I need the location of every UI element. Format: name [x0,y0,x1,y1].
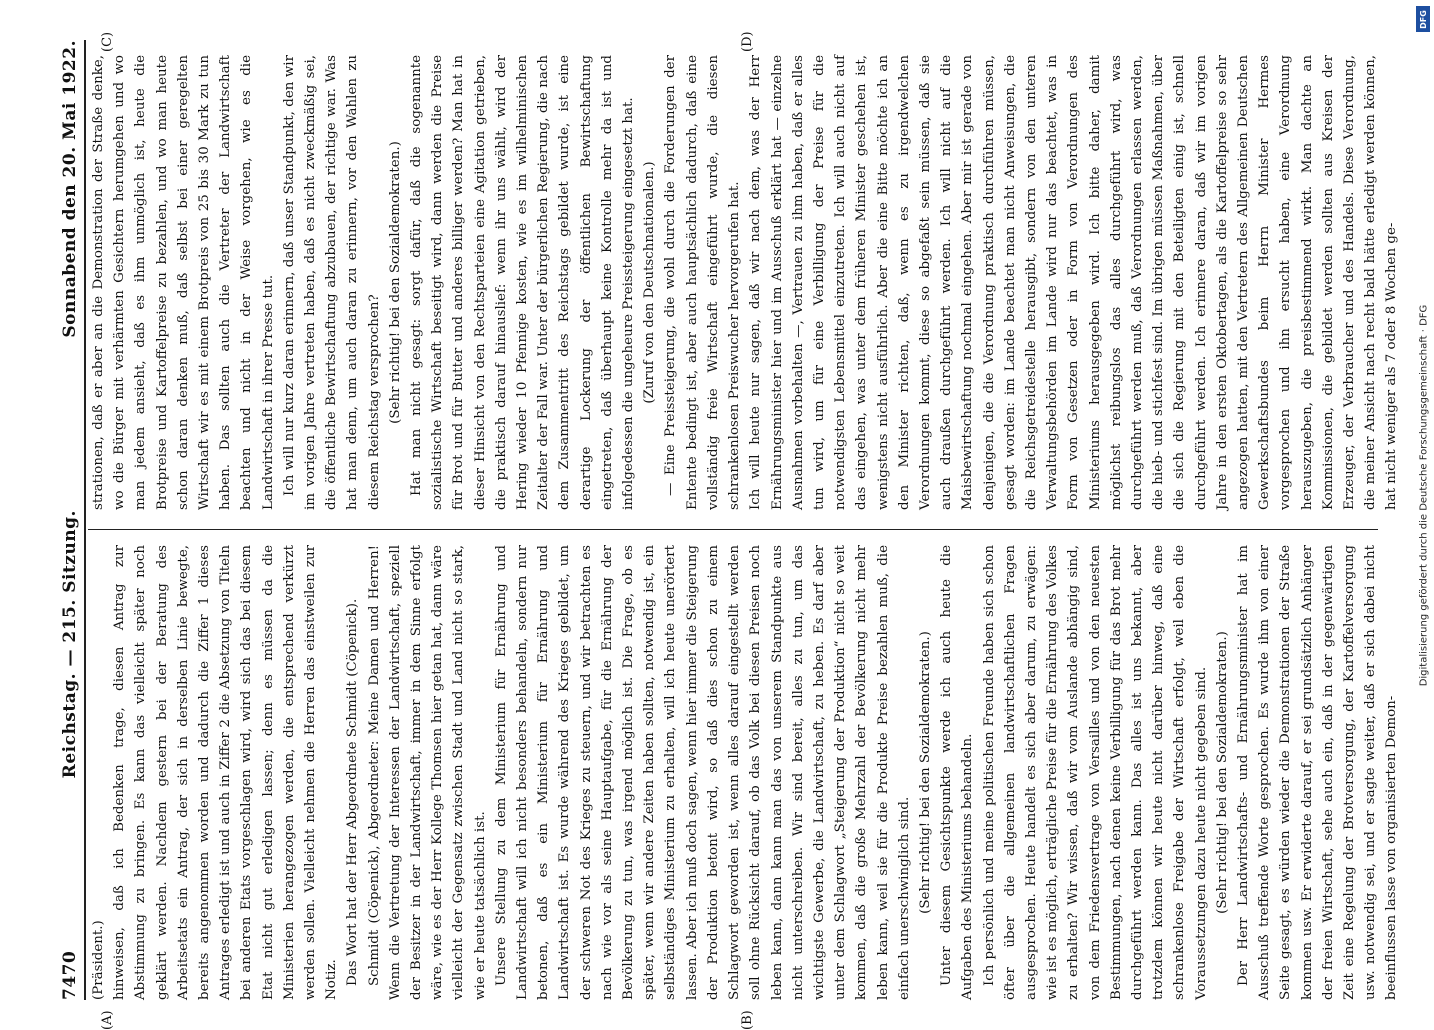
digitization-note [1414,30,1428,970]
session-date: Sonnabend den 20. Mai 1922. [60,40,80,338]
paragraph: (Zuruf von den Deutschnationalen.) [642,161,658,404]
paragraph: Schmidt (Cöpenick), Abgeordneter: Meine Damen und Herren! Wenn die Vertretung der Interessen der Landwirtschaft, speziell der Besitzer in der Landwirtschaft, immer in dem Sinne erfolgt wäre, wie es der Herr Kollege Thomsen hier getan hat, dann wäre vielleicht der Gegensatz zwischen Stadt und Land nicht so stark, wie er heute tatsächlich ist. [366,545,488,1000]
text-column-right [88,55,1400,510]
margin-marker-c: (C) [100,31,115,52]
paragraph: Ich persönlich und meine politischen Freunde haben sich schon öfter über die allgemeinen landwirtschaftlichen Fragen ausgesprochen. Heute handelt es sich aber darum, zu erwägen: wie ist es möglich, erträgliche Preise für die Ernährung des Volkes zu erhalten? Wir wissen, daß wir vom Auslande abhängig sind, von dem Friedensvertrage von Versailles und von den neuesten Bestimmungen, nach denen keine Verbilligung für das Brot mehr durchgeführt werden kann. Das alles ist uns bekannt, aber trotzdem können wir heute nicht darüber hinweg, daß eine schrankenlose Freigabe der Wirtschaft erfolgt, weil eben die Voraussetzungen dazu heute nicht gegeben sind. [981,545,1209,1000]
margin-marker-a: (A) [100,1010,115,1030]
dfg-logo-text: DFG [1418,9,1428,29]
paragraph: (Präsident.) [91,920,106,1000]
page-number: 7470 [60,950,80,1000]
text-column-left [88,545,1400,1000]
margin-marker-d: (D) [740,31,755,52]
paragraph: Unter diesem Gesichtspunkte werde ich auch heute die Aufgaben des Ministeriums behandeln. [939,545,976,1000]
paragraph: (Sehr richtig! bei den Sozialdemokraten.) [917,631,933,914]
column-divider [88,529,1378,530]
paragraph: hinweisen, daß ich Bedenken trage, diesen Antrag zur Abstimmung zu bringen. Es kann das vielleicht später noch geklärt werden. Nachdem gestern bei der Beratung des Arbeitsetats ein Antrag, der sich in derselben Linie bewegte, bereits angenommen worden und dadurch die Ziffer 1 dieses Antrages erledigt ist und auch in Ziffer 2 die Absetzung von Titeln bei anderen Etats vorgeschlagen wird, wird sich das bei diesem Etat nicht gut erledigen lassen; denn es müssen da die Ministerien herangezogen werden, die entsprechend verkürzt werden sollen. Vielleicht nehmen die Herren das einstweilen zur Notiz. [112,545,340,1000]
paragraph: Das Wort hat der Herr Abgeordnete Schmidt (Cöpenick). [345,598,361,986]
header-rule [84,40,86,1000]
paragraph: (Sehr richtig! bei den Sozialdemokraten.) [1214,631,1230,914]
page-header [40,40,80,1000]
paragraph: Ich will nur kurz daran erinnern, daß unser Standpunkt, den wir im vorigen Jahre vertreten haben, daß es nicht zweckmäßig sei, die öffentliche Bewirtschaftung abzubauen, der richtige war. Was hat man denn, um auch daran zu erinnern, vor den Wahlen zu diesem Reichstag versprochen? [281,55,382,510]
paragraph: strationen, daß er aber an die Demonstration der Straße denke, wo die Bürger mit verhärmten Gesichtern herumgehen und wo man jedem ansieht, daß es ihm unmöglich ist, heute die Brotpreise und Kartoffelpreise zu bezahlen, und wo man heute schon daran denken muß, daß selbst bei einer geregelten Wirtschaft wir es mit einem Brotpreis von 25 bis 30 Mark zu tun haben. Das sollten auch die Vertreter der Landwirtschaft beachten und nicht in der Weise vorgehen, wie es die Landwirtschaft in ihrer Presse tut. [91,55,276,510]
paragraph: — Eine Preissteigerung, die wohl durch die Forderungen der Entente bedingt ist, aber auch hauptsächlich dadurch, daß eine vollständig freie Wirtschaft eingeführt wurde, die diesen schrankenlosen Preiswucher hervorgerufen hat. [663,55,743,510]
rotated-page-content [40,31,1400,1030]
paragraph: Hat man nicht gesagt: sorgt dafür, daß die sogenannte sozialistische Wirtschaft beseitigt wird, dann werden die Preise für Brot und für Butter und anderes billiger werden? Man hat in dieser Hinsicht von den Rechtsparteien eine Agitation getrieben, die praktisch darauf hinauslief: wenn ihr uns wählt, wird der Hering wieder 10 Pfennige kosten, wie es im wilhelminischen Zeitalter der Fall war. Unter der bürgerlichen Regierung, die nach dem Zusammentritt des Reichstags gebildet wurde, ist eine derartige Lockerung der öffentlichen Bewirtschaftung eingetreten, daß überhaupt keine Kontrolle mehr da ist und infolgedessen die ungeheure Preissteigerung eingesetzt hat. [409,55,637,510]
session-title: Reichstag. — 215. Sitzung. [60,510,80,779]
margin-marker-b: (B) [740,1010,755,1030]
paragraph: Ich will heute nur sagen, daß wir nach dem, was der Herr Ernährungsminister hier und im Ausschuß erklärt hat — einzelne Ausnahmen vorbehalten —, Vertrauen zu ihm haben, daß er alles tun wird, um für eine Verbilligung der Preise für die notwendigsten Lebensmittel einzutreten. Ich will auch nicht auf das eingehen, was unter dem früheren Minister geschehen ist, wenigstens nicht ausführlich. Aber die eine Bitte möchte ich an den Minister richten, daß, wenn es zu irgendwelchen Verordnungen kommt, diese so abgefaßt sein müssen, daß sie auch draußen durchgeführt werden. Ich will nicht auf die Maisbewirtschaftung nochmal eingehen. Aber mir ist gerade von denjenigen, die die Verordnung praktisch durchführen müssen, gesagt worden: im Lande beachtet man nicht Anweisungen, die die Reichsgetreidestelle herausgibt, sondern von den unteren Verwaltungsbehörden im Lande wird nur das beachtet, was in Form von Gesetzen oder in Form von Verordnungen des Ministeriums herausgegeben wird. Ich bitte daher, damit möglichst reibungslos das alles durchgeführt wird, was durchgeführt werden muß, daß Verordnungen erlassen werden, die hieb- und stichfest sind. Im übrigen müssen Maßnahmen, über die sich die Regierung mit den Beteiligten einig ist, schnell durchgeführt werden. Ich erinnere daran, daß wir im vorigen Jahre in den ersten Oktobertagen, als die Kartoffelpreise so sehr angezogen hatten, mit den Vertretern des Allgemeinen Deutschen Gewerkschaftsbundes beim Herrn Minister Hermes vorgesprochen und ihn ersucht haben, eine Verordnung herauszugeben, die preisbestimmend wirkt. Man dachte an Kommissionen, die gebildet werden sollten aus Kreisen der Erzeuger, der Verbraucher und des Handels. Diese Verordnung, die meiner Ansicht nach recht bald hätte erledigt werden können, hat nicht weniger als 7 oder 8 Wochen ge- [748,55,1400,510]
paragraph: Unsere Stellung zu dem Ministerium für Ernährung und Landwirtschaft will ich nicht besonders behandeln, sondern nur betonen, daß es ein Ministerium für Ernährung und Landwirtschaft ist. Es wurde während des Krieges gebildet, um der schweren Not des Krieges zu steuern, und wir betrachten es nach wie vor als seine Hauptaufgabe, für die Ernährung der Bevölkerung zu tun, was irgend möglich ist. Die Frage, ob es später, wenn wir andere Zeiten haben sollten, notwendig ist, ein selbständiges Ministerium zu erhalten, will ich heute unerörtert lassen. Aber ich muß doch sagen, wenn hier immer die Steigerung der Produktion betont wird, so daß dies schon zu einem Schlagwort geworden ist, wenn alles darauf eingestellt werden soll ohne Rücksicht darauf, ob das Volk bei diesen Preisen noch leben kann, dann kann man das von unserem Standpunkte aus nicht unterschreiben. Wir sind bereit, alles zu tun, um das wichtigste Gewerbe, die Landwirtschaft, zu heben. Es darf aber unter dem Schlagwort „Steigerung der Produktion“ nicht so weit kommen, daß die große Mehrzahl der Bevölkerung nicht mehr leben kann, weil sie für die Produkte Preise bezahlen muß, die einfach unerschwinglich sind. [493,545,912,1000]
dfg-logo [1416,6,1430,32]
digitization-note-text: Digitalisierung gefördert durch die Deutsche Forschungsgemeinschaft · DFG [1418,304,1430,687]
paragraph: (Sehr richtig! bei den Sozialdemokraten.) [387,141,403,424]
paragraph: Der Herr Landwirtschafts- und Ernährungsminister hat im Ausschuß treffende Worte gesprochen. Es wurde ihm von einer Seite gesagt, es würden wieder die Demonstrationen der Straße kommen usw. Er erwiderte darauf, er sei grundsätzlich Anhänger der freien Wirtschaft, sehe auch ein, daß in der gegenwärtigen Zeit eine Regelung der Brotversorgung, der Kartoffelversorgung usw. notwendig sei, und er sagte weiter, daß er sich dabei nicht beeinflussen lasse von organisierten Demon- [1235,545,1400,1000]
